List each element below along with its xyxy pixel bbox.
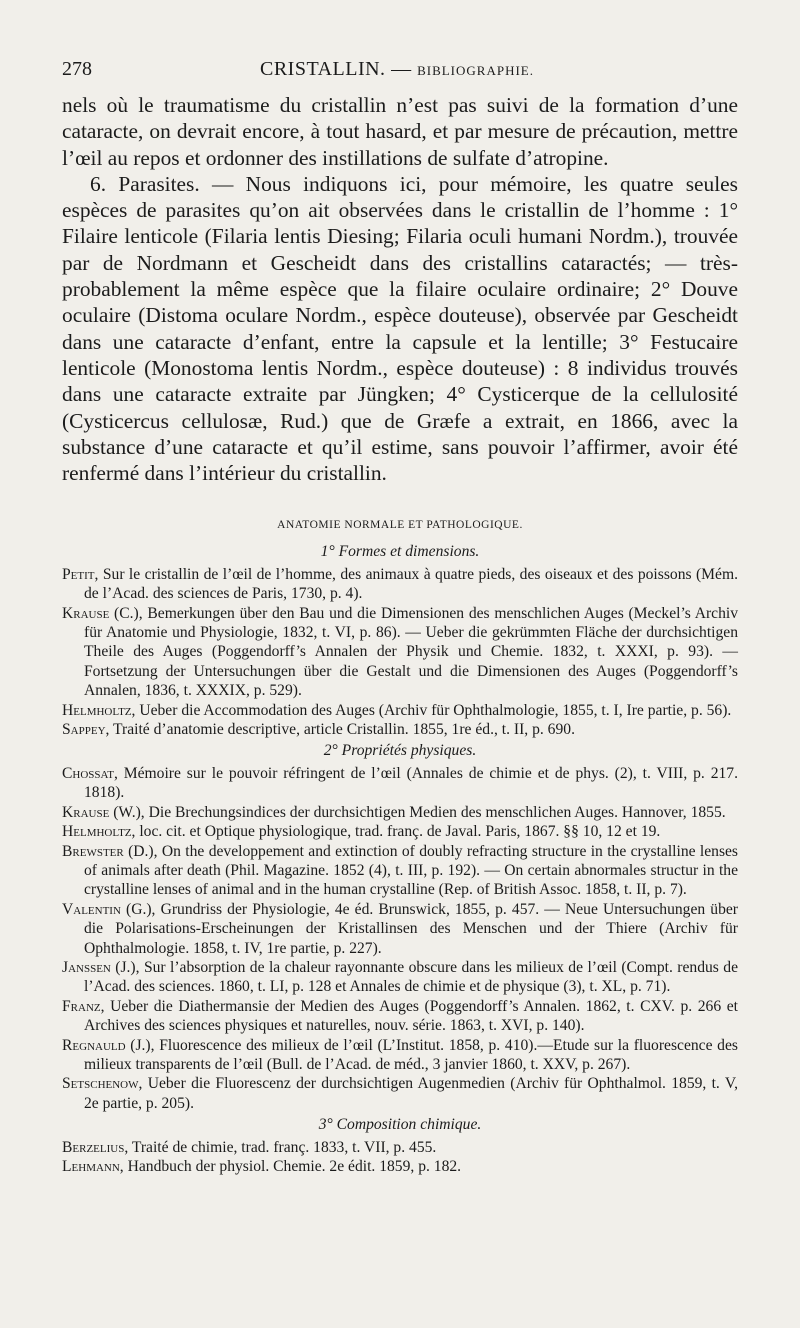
bib-entry <box>62 1157 738 1176</box>
bib-text: Ueber die Fluorescenz der durchsichtigen Augenmedien (Archiv für Ophthalmol. 1859, t. V, 2e partie, p. 205). <box>84 1075 738 1112</box>
bib-entry <box>62 997 738 1036</box>
bib-text: Ueber die Diathermansie der Medien des Auges (Poggendorff’s Annalen. 1862, t. CXV. p. 266 et Archives des sciences physiques et naturelles, nouv. série. 1863, t. XVI, p. 140). <box>84 997 738 1035</box>
bib-text: Fluorescence des milieux de l’œil (L’Institut. 1858, p. 410).—Etude sur la fluorescence des milieux transparents de l’œil (Bull. de l’Acad. de méd., 3 janvier 1860, t. XXV, p. 267). <box>84 1036 738 1073</box>
bib-text: Sur l’absorption de la chaleur rayonnante obscure dans les milieux de l’œil (Compt. rendus de l’Acad. des sciences. 1860, t. LI, p. 128 et Annales de chimie et de physique (3), t. XL, p. 71). <box>84 958 738 996</box>
running-header <box>62 58 738 88</box>
bib-entry <box>62 842 738 900</box>
running-title-main: CRISTALLIN. <box>260 58 386 80</box>
bib-author: Sappey, <box>62 721 110 739</box>
bib-entry <box>62 1074 738 1113</box>
bib-entry <box>62 701 738 720</box>
paragraph-parasites: 6. Parasites. — Nous indiquons ici, pour mémoire, les quatre seules espèces de parasites qu’on ait observées dans le cristallin de l’homme : 1° Filaire lenticole (Filaria lentis Diesing; Filaria oculi humani Nordm.), trouvée par de Nordmann et Gescheidt dans des cristallins cataractés; — très-probablement la même espèce que la filaire oculaire ordinaire; 2° Douve oculaire (Distoma oculare Nordm., espèce douteuse), observée par Gescheidt dans une cataracte d’enfant, entre la capsule et la lentille; 3° Festucaire lenticole (Monostoma lentis Nordm., espèce douteuse) : 8 individus trouvés dans une cataracte extraite par Jüngken; 4° Cysticerque de la cellulosité (Cysticercus cellulosæ, Rud.) que de Græfe a extrait, en 1866, avec la substance d’une cataracte et qu’il estime, sans pouvoir l’affirmer, avoir été renfermé dans l’intérieur du cristallin. <box>62 171 738 486</box>
bib-text: Bemerkungen über den Bau und die Dimensionen des menschlichen Auges (Meckel’s Archiv für Anatomie und Physiologie, 1832, t. VI, p. 86). — Ueber die gekrümmten Fläche der durchsichtigen Theile des Auges (Poggendorff’s Annalen der Physik und Chemie. 1832, t. XXXI, p. 93). — Fortsetzung der Untersuchungen über die Gestalt und die Dimensionen des Auges (Poggendorff’s Annalen, 1836, t. XXXIX, p. 529). <box>84 604 739 700</box>
bib-author: Helmholtz, <box>62 823 136 841</box>
main-text <box>62 92 738 486</box>
bib-author: Lehmann, <box>62 1158 124 1175</box>
bib-author: Brewster (D.), <box>62 842 158 860</box>
bib-entry <box>62 822 738 841</box>
bib-entry <box>62 565 738 604</box>
bib-author: Helmholtz, <box>62 701 136 719</box>
bib-entry <box>62 1138 738 1157</box>
subsection-heading-proprietes: 2° Propriétés physiques. <box>323 742 477 760</box>
running-title-sub: BIBLIOGRAPHIE. <box>417 63 534 78</box>
bib-text: Traité de chimie, trad. franç. 1833, t. VII, p. 455. <box>131 1138 437 1156</box>
bib-entry <box>62 900 738 958</box>
page-number: 278 <box>62 58 92 80</box>
bib-entry <box>62 720 738 739</box>
bib-entry <box>62 803 738 822</box>
bib-entry <box>62 1036 738 1075</box>
bib-author: Franz, <box>62 997 105 1015</box>
running-title <box>260 58 534 81</box>
bib-text: Sur le cristallin de l’œil de l’homme, des animaux à quatre pieds, des oiseaux et des poissons (Mém. de l’Acad. des sciences de Paris, 1730, p. 4). <box>84 565 738 603</box>
bib-author: Regnauld (J.), <box>62 1036 155 1054</box>
subsection-heading-composition: 3° Composition chimique. <box>318 1116 482 1134</box>
running-title-separator: — <box>391 58 412 80</box>
subsection-heading-formes: 1° Formes et dimensions. <box>320 543 480 561</box>
bibliography <box>62 516 738 1176</box>
bib-text: Handbuch der physiol. Chemie. 2e édit. 1859, p. 182. <box>127 1158 462 1175</box>
bib-entry <box>62 764 738 803</box>
bib-text: Traité d’anatomie descriptive, article Cristallin. 1855, 1re éd., t. II, p. 690. <box>113 721 575 739</box>
bib-text: Ueber die Accommodation des Auges (Archiv für Ophthalmologie, 1855, t. I, Ire partie, p. 56). <box>139 701 732 719</box>
bib-text: loc. cit. et Optique physiologique, trad. franç. de Javal. Paris, 1867. §§ 10, 12 et 19. <box>139 823 661 841</box>
paragraph-traumatisme: nels où le traumatisme du cristallin n’est pas suivi de la formation d’une cataracte, on devrait encore, à tout hasard, et par mesure de précaution, mettre l’œil au repos et ordonner des instillations de sulfate d’atropine. <box>62 93 738 170</box>
bib-author: Valentin (G.), <box>62 900 156 918</box>
bib-author: Krause (C.), <box>62 604 143 622</box>
bib-author: Krause (W.), <box>62 803 145 821</box>
bib-author: Janssen (J.), <box>62 958 140 976</box>
bib-text: On the developpement and extinction of doubly refracting structure in the crystalline lenses of animals after death (Phil. Magazine. 1852 (4), t. III, p. 192). — On certain abnormales structur in the crystalline lenses of animal and in the human crystalline (Rep. of British Assoc. 1858, t. II, p. 7). <box>84 842 738 899</box>
bibliography-section-title: ANATOMIE NORMALE ET PATHOLOGIQUE. <box>277 519 523 531</box>
bib-entry <box>62 604 738 701</box>
bib-author: Chossat, <box>62 764 118 782</box>
bib-text: Grundriss der Physiologie, 4e éd. Brunswick, 1855, p. 457. — Neue Untersuchungen über die Polarisations-Erscheinungen der Kristallinsen des Menschen und der Thiere (Archiv für Ophthalmologie. 1858, t. IV, 1re partie, p. 227). <box>84 900 739 957</box>
bib-author: Berzelius, <box>62 1138 129 1156</box>
bib-entry <box>62 958 738 997</box>
bib-author: Setschenow, <box>62 1075 143 1093</box>
bib-text: Die Brechungsindices der durchsichtigen Medien des menschlichen Auges. Hannover, 1855. <box>148 803 726 821</box>
bib-text: Mémoire sur le pouvoir réfringent de l’œil (Annales de chimie et de phys. (2), t. VIII, p. 217. 1818). <box>84 764 738 802</box>
bib-author: Petit, <box>62 565 99 583</box>
